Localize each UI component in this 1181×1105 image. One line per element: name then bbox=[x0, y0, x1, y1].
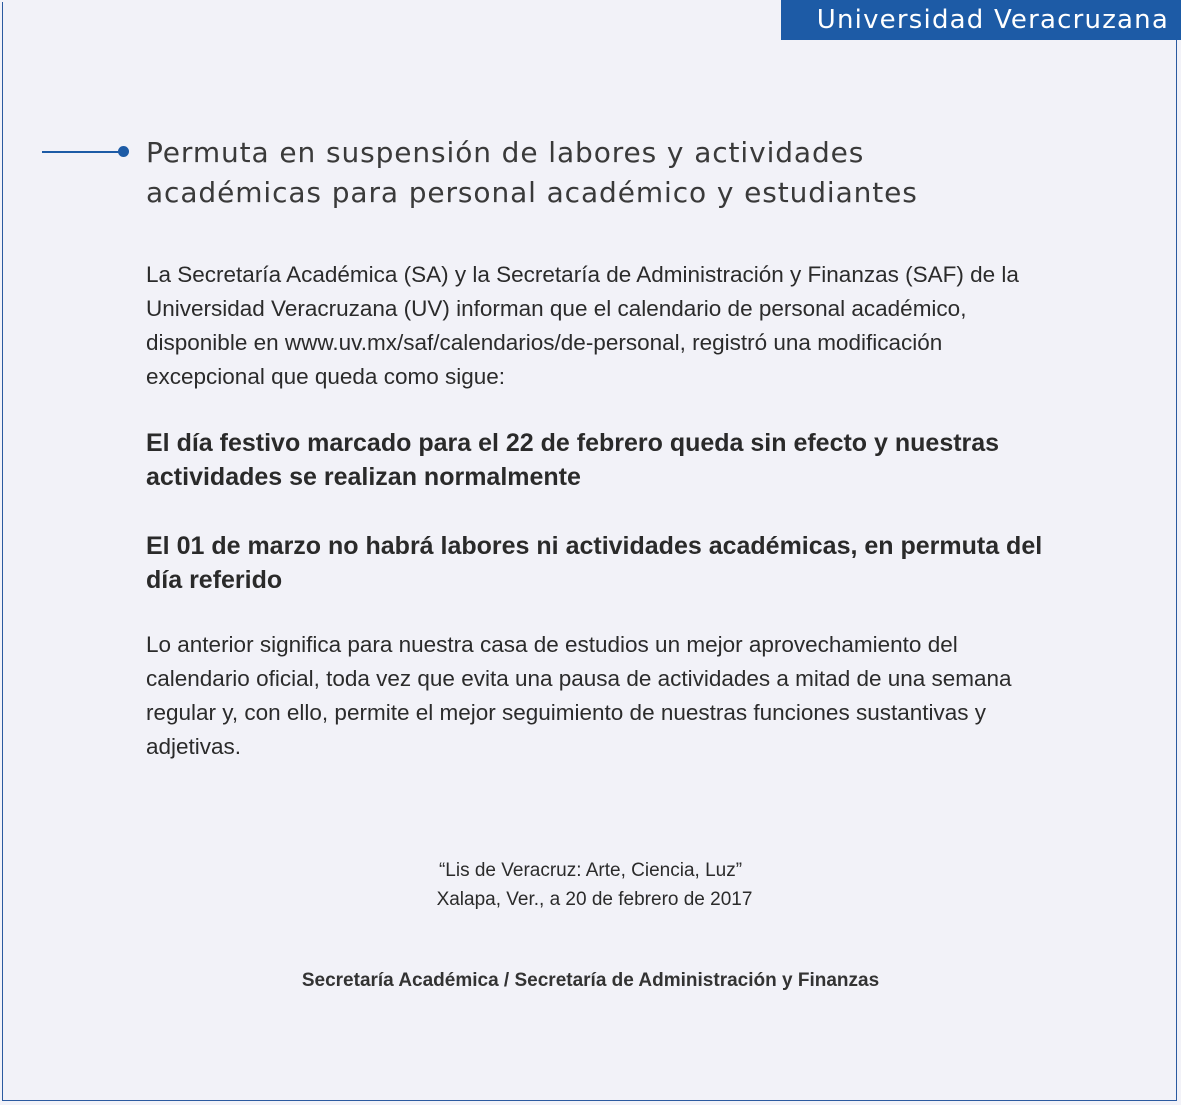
highlight-paragraph-1: El día festivo marcado para el 22 de febrero queda sin efecto y nuestras actividades se realizan normalmente bbox=[146, 429, 1000, 491]
outro-paragraph: Lo anterior significa para nuestra casa de estudios un mejor aprovechamiento del calendario oficial, toda vez que evita una pausa de actividades a mitad de una semana regular y, con ello, permite el mejor seguimiento de nuestras funciones sustantivas y adjetivas. bbox=[146, 632, 1012, 759]
title-bullet-line bbox=[42, 151, 122, 153]
signature: Secretaría Académica / Secretaría de Administración y Finanzas bbox=[301, 970, 880, 991]
motto: “Lis de Veracruz: Arte, Ciencia, Luz” bbox=[438, 860, 743, 881]
place-date: Xalapa, Ver., a 20 de febrero de 2017 bbox=[436, 889, 753, 910]
highlight-paragraph-2: El 01 de marzo no habrá labores ni actividades académicas, en permuta del día referido bbox=[146, 532, 1043, 594]
title-line-1: Permuta en suspensión de labores y actividades bbox=[146, 136, 865, 169]
page-title bbox=[146, 133, 1046, 213]
intro-paragraph: La Secretaría Académica (SA) y la Secretaría de Administración y Finanzas (SAF) de la Universidad Veracruzana (UV) informan que el calendario de personal académico, disponible en www.uv.mx/saf/calendarios/de-personal, registró una modificación excepcional que queda como sigue: bbox=[146, 262, 1019, 389]
brand-banner: Universidad Veracruzana bbox=[781, 0, 1181, 40]
title-bullet-dot-icon bbox=[118, 146, 129, 157]
closing-block bbox=[0, 856, 1181, 914]
title-line-2: académicas para personal académico y estudiantes bbox=[146, 176, 918, 209]
